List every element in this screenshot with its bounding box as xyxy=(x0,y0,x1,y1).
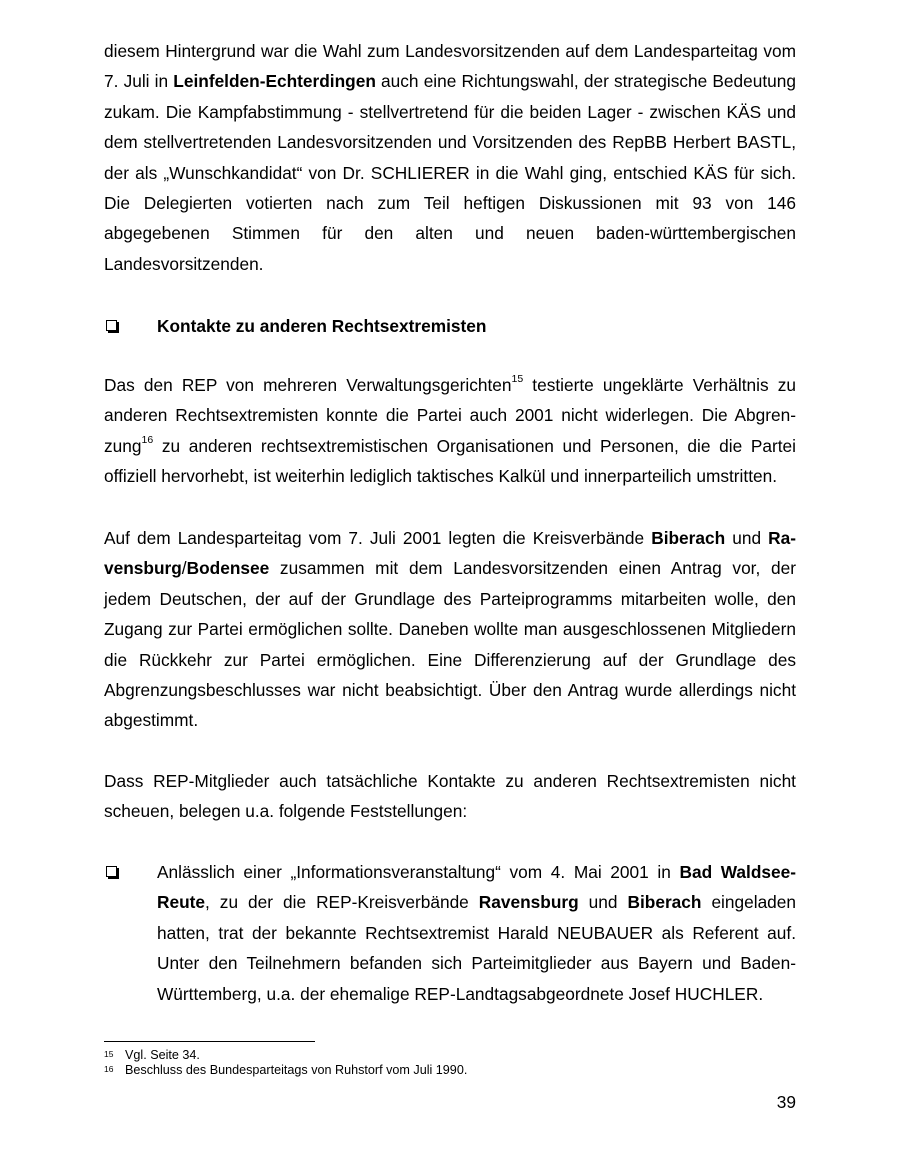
place-leinfelden: Leinfelden-Echterdingen xyxy=(173,71,376,92)
section-heading xyxy=(104,311,796,342)
paragraph-richtungswahl: diesem Hintergrund war die Wahl zum Landesvorsitzenden auf dem Landesparteitag vom 7. Juli in Leinfelden-Echterdingen auch eine Richtungswahl, der strategische Bedeutung zukam. Die Kampfabstimmung - stellvertretend für die beiden Lager - zwischen KÄS und dem stellvertretenden Landesvorsitzenden und Vorsitzenden des RepBB Herbert BASTL, der als „Wunschkandidat“ von Dr. SCHLIERER in die Wahl ging, entschied KÄS für sich. Die Delegierten votierten nach zum Teil heftigen Diskussionen mit 93 von 146 abgegebenen Stimmen für den alten und neuen baden-württembergischen Landesvorsitzenden. xyxy=(104,41,796,274)
heading-text: Kontakte zu anderen Rechtsextremisten xyxy=(157,316,487,336)
footnote-16: 16 Beschluss des Bundesparteitags von Ruhstorf vom Juli 1990. xyxy=(104,1063,468,1077)
paragraph-feststellungen: Dass REP-Mitglieder auch tatsächliche Kontakte zu anderen Rechtsextremisten nicht scheuen, belegen u.a. folgende Feststellungen: xyxy=(104,771,796,822)
paragraph-verhaeltnis: Das den REP von mehreren Verwaltungsgerichten$^{15}$ testierte ungeklärte Verhältnis zu anderen Rechtsextremisten konnte die Partei auch 2001 nicht widerlegen. Die Abgrenzung$^{16}$ zu anderen rechtsextremistischen Organisationen und Personen, die die Partei offiziell hervorhebt, ist weiterhin lediglich taktisches Kalkül und innerparteilich umstritten. xyxy=(104,373,796,487)
paragraph-landesparteitag: Auf dem Landesparteitag vom 7. Juli 2001 legten die Kreisverbände Biberach und Ravensburg/Bodensee zusammen mit dem Landesvorsitzenden einen Antrag vor, der jedem Deutschen, der auf der Grundlage des Parteiprogramms mitarbeiten wolle, den Zugang zur Partei ermöglichen sollte. Daneben wollte man ausgeschlossenen Mitgliedern die Rückkehr zur Partei ermöglichen. Eine Differenzierung auf der Grundlage des Abgrenzungsbeschlusses war nicht beabsichtigt. Über den Antrag wurde allerdings nicht abgestimmt. xyxy=(104,528,797,731)
bullet-text: Anlässlich einer „Informationsveranstaltung“ vom 4. Mai 2001 in Bad Waldsee-Reute, zu der die REP-Kreisverbände Ravensburg und Biberach eingeladen hatten, trat der bekannte Rechtsextremist Harald NEUBAUER als Referent auf. Unter den Teilnehmern befanden sich Parteimitglieder aus Bayern und Baden-Württemberg, u.a. der ehemalige REP-Landtagsabgeordnete Josef HUCHLER. xyxy=(157,862,797,1004)
footnote-ref-16[interactable]: 16 xyxy=(141,434,154,447)
place-ravensburg: Ravensburg xyxy=(104,528,797,579)
footnote-divider xyxy=(104,1041,315,1042)
place-ravensburg-2: Ravensburg xyxy=(478,892,579,913)
place-bodensee: Bodensee xyxy=(186,558,270,579)
checkbox-bullet-icon xyxy=(106,320,117,331)
place-biberach: Biberach xyxy=(651,528,726,548)
footnote-ref-15[interactable]: 15 xyxy=(511,373,524,386)
checkbox-bullet-icon xyxy=(106,866,117,877)
page-number: 39 xyxy=(776,1092,796,1112)
place-biberach-2: Biberach xyxy=(627,892,702,913)
footnote-15: 15 Vgl. Seite 34. xyxy=(104,1048,200,1062)
place-bad-waldsee: Bad Waldsee-Reute xyxy=(157,862,796,913)
bullet-item-waldsee xyxy=(104,857,796,1017)
